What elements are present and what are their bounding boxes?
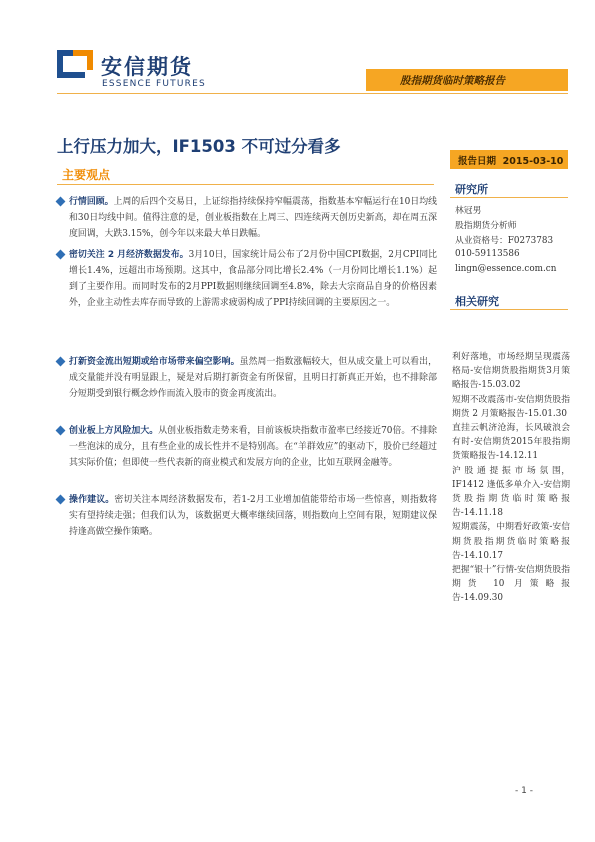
report-date-value: 2015-03-10 — [502, 156, 564, 167]
key-point-text: 密切关注本周经济数据发布，若1-2月工业增加值能带给市场一些惊喜，则指数将实有望持续走强；但我们认为，该数据更大概率继续回落，则指数向上空间有限，短期建议保持逢高做空操作策略。 — [69, 495, 438, 537]
key-points-heading: 主要观点 — [62, 168, 111, 182]
related-report-item[interactable]: 利好落地，市场经期呈现震荡格局-安信期货股指期货3月策略报告-15.03.02 — [452, 352, 570, 391]
research-divider — [450, 197, 568, 198]
key-point-text: 上周的后四个交易日，上证综指持续保持窄幅震荡，指数基本窄幅运行在10日均线和30日均线中间。值得注意的是，创业板指数在上周三、四连续两天创历史新高，却在周五深度回调，大跌3.15%，创今年以来最大单日跌幅。 — [69, 197, 437, 239]
analyst-license: 从业资格号：F0273783 — [455, 236, 554, 246]
header-divider — [57, 93, 568, 94]
research-heading: 研究所 — [455, 183, 488, 196]
key-point-lead: 密切关注 2 月经济数据发布。 — [69, 250, 189, 260]
key-point-economic-data — [57, 247, 437, 311]
diamond-bullet-icon — [56, 426, 66, 436]
company-name-cn: 安信期货 — [101, 55, 193, 79]
key-points-divider — [57, 184, 434, 185]
key-point-suggestion — [57, 492, 437, 540]
key-point-ipo-funds — [57, 354, 437, 402]
key-point-lead: 操作建议。 — [69, 495, 115, 505]
key-point-text: 虽然周一指数涨幅较大，但从成交量上可以看出，成交量能并没有明显跟上，疑是对后期打新资金有所保留，且明日打新真正开始，也不排除部分短期受到银行概念炒作而流入股市的资金再度流出。 — [69, 357, 438, 399]
company-logo-icon — [57, 46, 93, 82]
report-date — [458, 153, 563, 167]
key-point-text: 从创业板指数走势来看，目前该板块指数市盈率已经接近70倍。不排除一些泡沫的成分，且有些企业的成长性并不是特别高。在“羊群效应”的驱动下，股价已经超过其实际价值；但即使一些代表新的商业模式和发展方向的企业，比如互联网金融等。 — [69, 426, 438, 468]
related-report-item[interactable]: 直挂云帆济沧海，长风破浪会有时-安信期货2015年股指期货策略报告-14.12.11 — [452, 423, 570, 462]
diamond-bullet-icon — [56, 357, 66, 367]
key-point-lead: 打新资金流出短期或给市场带来偏空影响。 — [69, 357, 240, 367]
company-name-en: ESSENCE FUTURES — [102, 79, 206, 89]
report-type-label: 股指期货临时策略报告 — [400, 75, 505, 87]
related-research-list — [452, 350, 570, 606]
related-report-item[interactable]: 短期不改震荡市-安信期货股指期货 2 月策略报告-15.01.30 — [452, 394, 570, 419]
report-date-label: 报告日期 — [458, 156, 497, 167]
key-point-lead: 创业板上方风险加大。 — [69, 426, 159, 436]
diamond-bullet-icon — [56, 250, 66, 260]
related-report-item[interactable]: 短期震荡，中期看好政策-安信期货股指期货临时策略报告-14.10.17 — [452, 522, 570, 561]
key-point-chinext-risk — [57, 423, 437, 471]
page-number: - 1 - — [515, 786, 533, 796]
key-point-text: 3月10日，国家统计局公布了2月份中国CPI数据，2月CPI同比增长1.4%，远超出市场预期。这其中，食品部分同比增长2.4%（一月份同比增长1.1%）起到了主要作用。而同时发布的2月PPI数据则继续回调至4.8%，除去大宗商品自身的价格因素外，企业主动性去库存而导致的上游需求疲弱构成了PPI持续回调的主要原因之一。 — [69, 250, 437, 308]
diamond-bullet-icon — [56, 197, 66, 207]
analyst-phone: 010-59113586 — [455, 249, 520, 259]
related-research-divider — [450, 309, 568, 310]
key-point-review — [57, 194, 437, 242]
related-report-item[interactable]: 沪 股 通 提 振 市 场 氛 围，IF1412 逢低多单介入-安信期货股指期货临时策略报告-14.11.18 — [452, 465, 570, 519]
related-report-item[interactable]: 把握“银十”行情-安信期货股指期货 10 月策略报告-14.09.30 — [452, 565, 570, 604]
key-point-lead: 行情回顾。 — [69, 197, 114, 207]
diamond-bullet-icon — [56, 495, 66, 505]
document-title: 上行压力加大，IF1503 不可过分看多 — [57, 137, 341, 156]
analyst-role: 股指期货分析师 — [455, 221, 517, 231]
related-research-heading: 相关研究 — [455, 295, 499, 308]
analyst-name: 林冠男 — [455, 206, 482, 216]
analyst-email[interactable]: lingn@essence.com.cn — [455, 264, 557, 274]
